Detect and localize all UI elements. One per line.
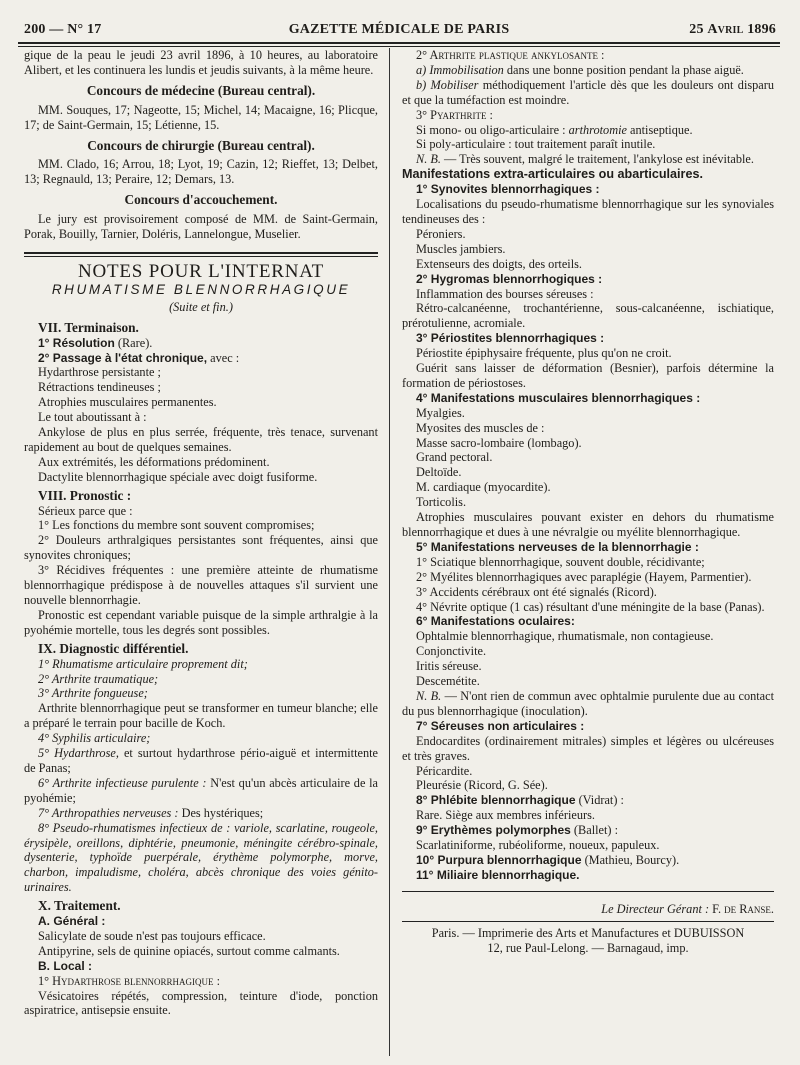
r-line: b) Mobiliser méthodiquement l'article dès que les douleurs ont disparu et que la tuméfaction est moindre. [402,77,774,107]
x-line: Salicylate de soude n'est pas toujours efficace. [38,928,266,943]
vii-line: Le tout aboutissant à : [38,410,147,425]
m-line: Endocardites (ordinairement mitrales) simples et légères ou ulcéreuses et très graves. [402,733,774,763]
m-line: Scarlatiniforme, rubéoliforme, noueux, papuleux. [416,838,660,853]
r-line: Si mono- ou oligo-articulaire : arthrotomie antiseptique. [416,122,693,137]
m-line: Muscles jambiers. [416,241,506,256]
m-line: Atrophies musculaires pouvant exister en dehors du rhumatisme blennorrhagique et dues à une névralgie ou myélite blennorrhagique. [402,510,774,539]
m-line: Descemétite. [416,674,480,689]
m10-title: 10° Purpura blennorrhagique (Mathieu, Bourcy). [416,852,680,867]
m-line: Péroniers. [416,226,466,241]
concours-accouchement-text: Le jury est provisoirement composé de MM. de Saint-Germain, Porak, Bouilly, Tarnier, Doléris, Lannelongue, Muselier. [24,212,378,242]
ix-line: 3° Arthrite fongueuse; [38,686,148,701]
x-b-title: B. Local : [38,958,93,973]
viii-line: Sérieux parce que : [38,503,133,518]
left-column [24,48,378,1058]
ix-line: Arthrite blennorrhagique peut se transformer en tumeur blanche; elle a préparé le terrain pour bacille de Koch. [24,701,378,731]
imprint-line-2: 12, rue Paul-Lelong. — Barnagaud, imp. [487,940,689,955]
issue-date: 25 Avril 1896 [689,22,776,37]
notes-subtitle: RHUMATISME BLENNORRHAGIQUE [51,281,351,297]
m-line: Guérit sans laisser de déformation (Besnier), parfois détermine la formation de périostoses. [402,361,774,390]
vii-line: Ankylose de plus en plus serrée, fréquente, très tenace, survenant rapidement au bout de quelques semaines. [24,425,378,454]
m-line: 2° Myélites blennorrhagiques avec paraplégie (Hayem, Parmentier). [416,569,752,584]
m7-title: 7° Séreuses non articulaires : [416,718,585,733]
section-vii-title: VII. Terminaison. [38,319,139,335]
m-line: Masse sacro-lombaire (lombago). [416,435,582,450]
imprint-line-1: Paris. — Imprimerie des Arts et Manufactures et DUBUISSON [431,925,745,940]
vii-line: Rétractions tendineuses ; [38,380,161,395]
m8-title: 8° Phlébite blennorrhagique (Vidrat) : [416,793,624,808]
concours-chirurgie-text: MM. Clado, 16; Arrou, 18; Lyot, 19; Cazin, 12; Rieffet, 13; Delbet, 13; Regnauld, 13; Peraire, 12; Demars, 13. [24,157,378,187]
ix-line: 5° Hydarthrose, et surtout hydarthrose pério-aiguë et intermittente de Panas; [24,746,378,775]
viii-line: 3° Récidives fréquentes : une première atteinte de rhumatisme blennorrhagique prédispose à de nouvelles attaques s'il survient une nouvelle blennorrhagie. [24,563,378,607]
m6-title: 6° Manifestations oculaires: [416,614,575,629]
column-divider [389,48,390,1056]
vii-item-2: 2° Passage à l'état chronique, avec : [38,350,240,365]
page-header [18,18,780,42]
m-line: Grand pectoral. [416,450,493,465]
section-ix-title: IX. Diagnostic différentiel. [38,640,189,656]
m-line: Conjonctivite. [416,644,487,659]
m-line: Localisations du pseudo-rhumatisme blennorrhagique sur les synoviales tendineuses des : [402,197,774,226]
manifestations-title: Manifestations extra-articulaires ou abarticulaires. [402,167,703,182]
notes-suite: (Suite et fin.) [169,299,233,314]
m-line: Pleurésie (Ricord, G. Sée). [416,778,548,793]
m-line: 4° Névrite optique (1 cas) résultant d'une méningite de la base (Panas). [416,599,765,614]
concours-accouchement-title: Concours d'accouchement. [124,192,278,208]
m-line: Myosites des muscles de : [416,420,545,435]
vii-item-1: 1° Résolution (Rare). [38,335,153,350]
m5-title: 5° Manifestations nerveuses de la blennorrhagie : [416,539,699,554]
m-line: Torticolis. [416,495,467,510]
journal-title: GAZETTE MÉDICALE DE PARIS [288,22,510,37]
section-separator [24,252,378,257]
m-line: 3° Accidents cérébraux ont été signalés (Ricord). [416,584,657,599]
notes-title: NOTES POUR L'INTERNAT [77,260,325,282]
viii-line: 1° Les fonctions du membre sont souvent compromises; [38,518,315,533]
newspaper-page [18,18,780,1058]
director-signature: Le Directeur Gérant : F. de Ranse. [601,901,774,916]
concours-chirurgie-title: Concours de chirurgie (Bureau central). [87,137,315,153]
ix-line: 4° Syphilis articulaire; [38,731,151,746]
concours-medecine-text: MM. Souques, 17; Nageotte, 15; Michel, 14; Macaigne, 16; Plicque, 17; de Saint-Germain, 15; Létienne, 15. [24,102,378,132]
ix-line: 6° Arthrite infectieuse purulente : N'est qu'un abcès articulaire de la pyohémie; [24,775,378,805]
header-rule [18,42,780,47]
m9-title: 9° Erythèmes polymorphes (Ballet) : [416,823,618,838]
m-line: Myalgies. [416,405,465,420]
r-line: 2° Arthrite plastique ankylosante : [416,48,605,62]
m-line: Périostite épiphysaire fréquente, plus qu'on ne croit. [416,346,672,361]
imprint-rule [402,921,774,922]
vii-line: Aux extrémités, les déformations prédominent. [38,454,270,469]
m-line: Inflammation des bourses séreuses : [416,286,594,301]
r-line: Si poly-articulaire : tout traitement paraît inutile. [416,137,656,152]
m1-title: 1° Synovites blennorrhagiques : [416,182,600,197]
ix-line: 8° Pseudo-rhumatismes infectieux de : variole, scarlatine, rougeole, érysipèle, oreillons, diphtérie, pneumonie, méningite cérébro-spinale, dysenterie, typhoïde puerpérale, érythème polymorphe, morve, charbon, impaludisme, choléra, abcès chronique des voies génito-urinaires. [24,820,378,895]
x-line: Vésicatoires répétés, compression, teinture d'iode, ponction aspiratrice, antisepsie ensuite. [24,988,378,1018]
page-number: 200 — N° 17 [24,22,102,37]
viii-line: Pronostic est cependant variable puisque de la simple arthralgie à la pyohémie mortelle, tous les degrés sont possibles. [24,607,378,637]
r-line: 3° Pyarthrite : [416,107,493,122]
m4-title: 4° Manifestations musculaires blennorrhagiques : [416,390,701,405]
intro-paragraph: gique de la peau le jeudi 23 avril 1896, à 10 heures, au laboratoire Alibert, et les continuera les lundis et jeudis suivants, à la même heure. [24,48,378,77]
section-x-title: X. Traitement. [38,898,121,914]
m2-title: 2° Hygromas blennorrhogiques : [416,271,603,286]
ix-line: 7° Arthropathies nerveuses : Des hystériques; [38,805,264,820]
m-line: 1° Sciatique blennorrhagique, souvent double, récidivante; [416,554,705,569]
m-line: Rare. Siège aux membres inférieurs. [416,808,595,823]
m-line: Péricardite. [416,763,473,778]
m-line: Ophtalmie blennorrhagique, rhumatismale, non contagieuse. [416,629,714,644]
right-column [402,48,774,1058]
m-line: Deltoïde. [416,465,462,480]
vii-line: Dactylite blennorrhagique spéciale avec doigt fusiforme. [38,469,318,484]
ix-line: 2° Arthrite traumatique; [38,671,159,686]
m-line: Extenseurs des doigts, des orteils. [416,256,582,271]
section-viii-title: VIII. Pronostic : [38,487,132,503]
vii-line: Atrophies musculaires permanentes. [38,395,217,410]
m-line: M. cardiaque (myocardite). [416,480,551,495]
x-line: 1° Hydarthrose blennorrhagique : [38,973,221,988]
r-line: N. B. — Très souvent, malgré le traitement, l'ankylose est inévitable. [416,152,754,167]
viii-line: 2° Douleurs arthralgiques persistantes sont fréquentes, ainsi que synovites chroniques; [24,533,378,563]
ix-line: 1° Rhumatisme articulaire proprement dit; [38,656,248,671]
r-line: a) Immobilisation dans une bonne position pendant la phase aiguë. [416,62,744,77]
m11-title: 11° Miliaire blennorrhagique. [416,867,580,882]
m3-title: 3° Périostites blennorrhagiques : [416,331,605,346]
m-line: N. B. — N'ont rien de commun avec ophtalmie purulente due au contact du pus blennorrhagique (inoculation). [402,688,774,718]
m-line: Rétro-calcanéenne, trochantérienne, sous-calcanéenne, ischiatique, prérotulienne, acromiale. [402,301,774,331]
x-line: Antipyrine, sels de quinine opiacés, surtout comme calmants. [38,943,340,958]
vii-line: Hydarthrose persistante ; [38,365,161,380]
m-line: Iritis séreuse. [416,659,482,674]
x-a-title: A. Général : [38,914,106,929]
concours-medecine-title: Concours de médecine (Bureau central). [86,82,316,98]
signature-rule [402,891,774,892]
